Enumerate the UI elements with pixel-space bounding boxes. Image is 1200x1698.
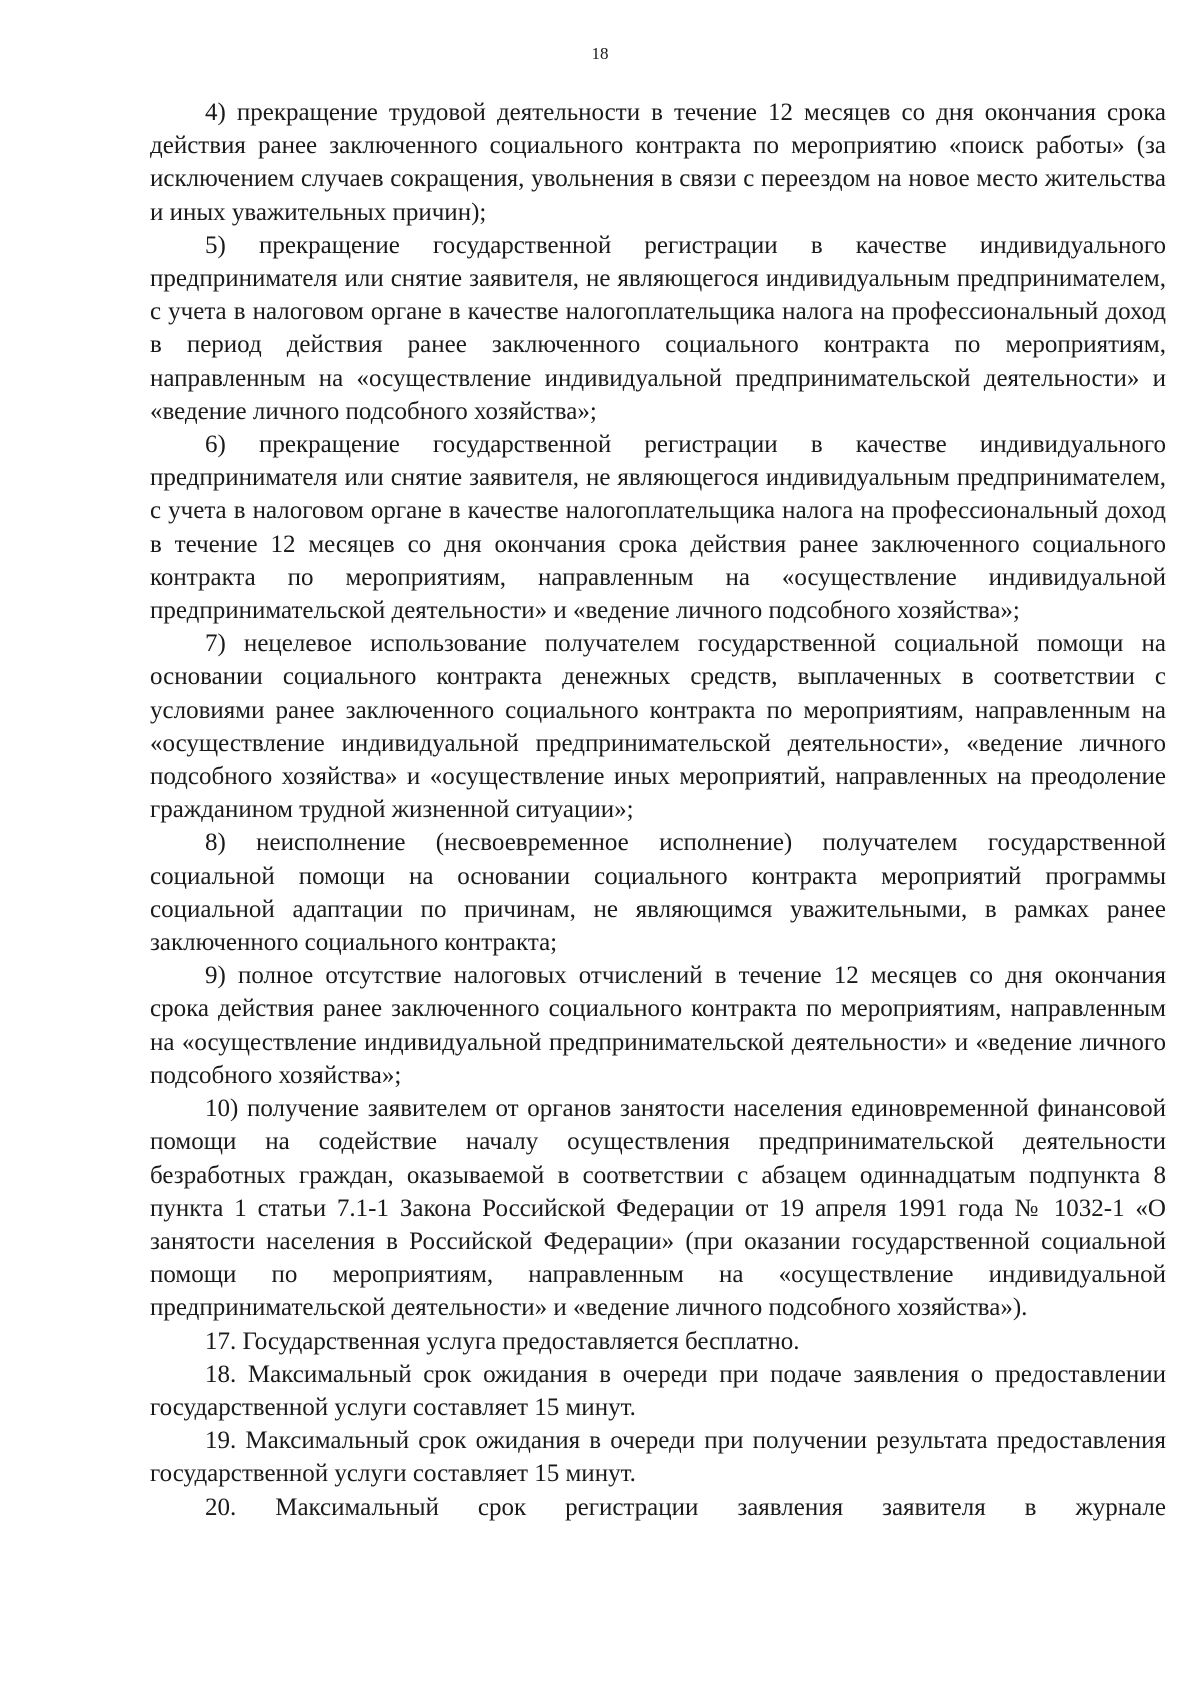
paragraph-item-6: 6) прекращение государственной регистрации в качестве индивидуального предпринимателя или снятие заявителя, не являющегося индивидуальным предпринимателем, с учета в налоговом органе в качестве налогоплательщика налога на профессиональный доход в течение 12 месяцев со дня окончания срока действия ранее заключенного социального контракта по мероприятиям, направленным на «осуществление индивидуальной предпринимательской деятельности» и «ведение личного подсобного хозяйства»; [150,431,1166,625]
paragraph-item-8: 8) неисполнение (несвоевременное исполнение) получателем государственной социальной помощи на основании социального контракта мероприятий программы социальной адаптации по причинам, не являющимся уважительными, в рамках ранее заключенного социального контракта; [150,829,1166,957]
paragraph-18: 18. Максимальный срок ожидания в очереди при подаче заявления о предоставлении государственной услуги составляет 15 минут. [150,1360,1166,1421]
page-number: 18 [591,44,609,63]
document-body [150,96,1166,1524]
paragraph-item-4: 4) прекращение трудовой деятельности в течение 12 месяцев со дня окончания срока действия ранее заключенного социального контракта по мероприятию «поиск работы» (за исключением случаев сокращения, увольнения в связи с переездом на новое место жительства и иных уважительных причин); [150,99,1166,226]
paragraph-item-9: 9) полное отсутствие налоговых отчислений в течение 12 месяцев со дня окончания срока действия ранее заключенного социального контракта по мероприятиям, направленным на «осуществление индивидуальной предпринимательской деятельности» и «ведение личного подсобного хозяйства»; [150,962,1166,1089]
paragraph-20: 20. Максимальный срок регистрации заявления заявителя в журнале [205,1493,1166,1521]
paragraph-item-7: 7) нецелевое использование получателем государственной социальной помощи на основании социального контракта денежных средств, выплаченных в соответствии с условиями ранее заключенного социального контракта по мероприятиям, направленным на «осуществление индивидуальной предпринимательской деятельности», «ведение личного подсобного хозяйства» и «осуществление иных мероприятий, направленных на преодоление гражданином трудной жизненной ситуации»; [150,630,1166,824]
paragraph-19: 19. Максимальный срок ожидания в очереди при получении результата предоставления государственной услуги составляет 15 минут. [150,1427,1166,1488]
paragraph-item-5: 5) прекращение государственной регистрации в качестве индивидуального предпринимателя или снятие заявителя, не являющегося индивидуальным предпринимателем, с учета в налоговом органе в качестве налогоплательщика налога на профессиональный доход в период действия ранее заключенного социального контракта по мероприятиям, направленным на «осуществление индивидуальной предпринимательской деятельности» и «ведение личного подсобного хозяйства»; [150,231,1166,425]
paragraph-17: 17. Государственная услуга предоставляется бесплатно. [205,1327,800,1355]
paragraph-item-10: 10) получение заявителем от органов занятости населения единовременной финансовой помощи на содействие началу осуществления предпринимательской деятельности безработных граждан, оказываемой в соответствии с абзацем одиннадцатым подпункта 8 пункта 1 статьи 7.1-1 Закона Российской Федерации от 19 апреля 1991 года № 1032-1 «О занятости населения в Российской Федерации» (при оказании государственной социальной помощи по мероприятиям, направленным на «осуществление индивидуальной предпринимательской деятельности» и «ведение личного подсобного хозяйства»). [150,1095,1166,1322]
